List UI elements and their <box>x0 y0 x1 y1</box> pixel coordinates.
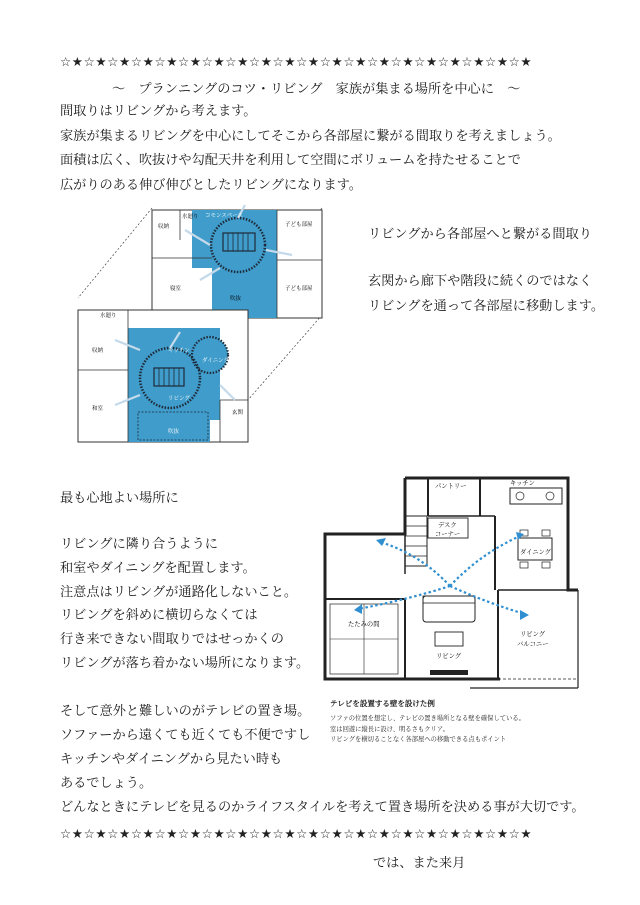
lower-label-kitchen: キッチン <box>168 348 190 354</box>
section-paragraph-2 <box>60 700 310 796</box>
intro-line: 家族が集まるリビングを中心にしてそこから各部屋に繋がる間取りを考えましょう。 <box>60 128 561 144</box>
lower-label-washitsu: 和室 <box>92 406 104 412</box>
closing-text: では、また来月 <box>373 856 466 871</box>
plan2-label-pantry: パントリー <box>435 483 467 490</box>
paragraph-line: 和室やダイニングを配置します。 <box>60 560 256 576</box>
plan2-label-desk: デスク <box>438 522 457 529</box>
paragraph-line: あるでしょう。 <box>60 776 153 791</box>
lower-label-dining: ダイニング <box>202 358 230 364</box>
plan2-label-dining: ダイニング <box>520 549 551 556</box>
section-title: 最も心地よい場所に <box>60 491 179 506</box>
caption-line: リビングを横切ることなく各部屋への移動できる点もポイント <box>330 736 507 743</box>
star-divider-bottom: ☆★☆★☆★☆★☆★☆★☆★☆★☆★☆★☆★☆★☆★☆★☆★☆★☆★☆★☆★☆★ <box>60 826 533 841</box>
floor-plan-diagram-1 <box>70 200 340 448</box>
conclusion-line: どんなときにテレビを見るのかライフスタイルを考えて置き場所を決める事が大切です。 <box>60 800 585 815</box>
star-divider-top: ☆★☆★☆★☆★☆★☆★☆★☆★☆★☆★☆★☆★☆★☆★☆★☆★☆★☆★☆★☆★ <box>60 54 533 69</box>
paragraph-line: 行き来できない間取りではせっかくの <box>60 632 284 648</box>
lower-label-entrance: 玄関 <box>232 410 244 416</box>
intro-paragraph <box>60 100 561 198</box>
paragraph-line: キッチンやダイニングから見たい時も <box>60 752 283 767</box>
paragraph-line: そして意外と難しいのがテレビの置き場。 <box>60 704 311 719</box>
section-paragraph-1 <box>60 533 309 676</box>
intro-line: 面積は広く、吹抜けや勾配天井を利用して空間にボリュームを持たせることで <box>60 153 521 168</box>
upper-label-kids-room-1: 子ども部屋 <box>285 222 313 228</box>
lower-label-living: リビング <box>168 396 190 402</box>
upper-label-kids-room-2: 子ども部屋 <box>285 286 313 292</box>
lower-label-atrium: 吹抜 <box>168 429 180 435</box>
plan2-label-balcony: バルコニー <box>517 641 549 648</box>
floor-plan-diagram-2 <box>320 474 582 692</box>
paragraph-line: 注意点はリビングが通路化しないこと。 <box>60 584 298 600</box>
upper-label-atrium: 吹抜 <box>230 296 242 302</box>
side-note-line: 玄関から廊下や階段に続くのではなく <box>368 274 593 289</box>
lower-label-storage: 収納 <box>92 348 104 354</box>
side-note-body <box>368 270 604 319</box>
paragraph-line: リビングが落ち着かない場所になります。 <box>60 655 310 671</box>
caption-body <box>330 714 525 746</box>
page-heading: ～ プランニングのコツ・リビング 家族が集まる場所を中心に ～ <box>112 82 521 97</box>
side-note-line: リビングを通って各部屋に移動します。 <box>368 298 605 314</box>
lower-label-water: 水廻り <box>100 313 117 319</box>
upper-floor-plan <box>152 205 322 318</box>
upper-label-water: 水廻り <box>182 214 199 220</box>
caption-line: ソファの位置を想定し、テレビの置き場所となる壁を確保している。 <box>330 715 525 722</box>
intro-line: 広がりのある伸び伸びとしたリビングになります。 <box>60 177 362 193</box>
upper-label-storage: 収納 <box>158 224 170 230</box>
plan2-label-tatami: たたみの間 <box>348 621 380 628</box>
plan2-label-kitchen: キッチン <box>510 480 535 487</box>
paragraph-line: ソファーから遠くても近くても不便ですし <box>60 728 311 743</box>
lower-floor-plan <box>78 310 248 442</box>
plan2-label-living-balcony: リビング <box>520 631 546 638</box>
paragraph-line: リビングを斜めに横切らなくては <box>60 608 258 624</box>
side-note-title: リビングから各部屋へと繋がる間取り <box>368 227 592 242</box>
caption-title: テレビを設置する壁を設けた例 <box>330 699 435 708</box>
paragraph-line: リビングに隣り合うように <box>60 537 218 552</box>
plan2-label-corner: コーナー <box>435 531 461 538</box>
plan2-label-living: リビング <box>436 653 462 660</box>
upper-label-commons: コモンスペース <box>205 213 244 219</box>
upper-label-bedroom: 寝室 <box>170 286 182 292</box>
intro-line: 間取りはリビングから考えます。 <box>60 104 257 119</box>
caption-line: 室は回遊に縦長に設け、明るさもクリア。 <box>330 725 449 733</box>
